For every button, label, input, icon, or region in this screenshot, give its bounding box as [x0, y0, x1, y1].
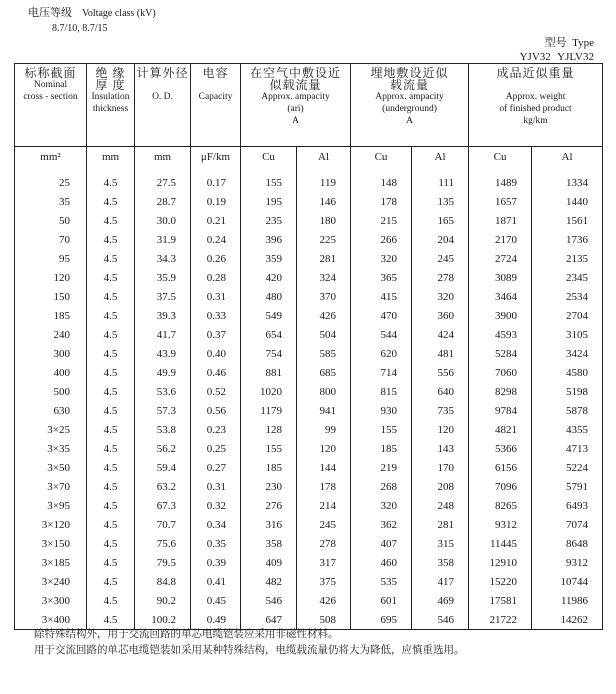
cell-air-al: 426: [297, 306, 351, 325]
cell-capacity: 0.23: [191, 420, 241, 439]
cell-air-al: 119: [297, 167, 351, 192]
cell-capacity: 0.26: [191, 249, 241, 268]
cell-air-cu: 654: [241, 325, 297, 344]
cell-capacity: 0.28: [191, 268, 241, 287]
table-row: [15, 287, 603, 306]
cell-air-al: 99: [297, 420, 351, 439]
unit-capacity: μF/km: [191, 147, 241, 168]
cell-capacity: 0.41: [191, 572, 241, 591]
cell-air-cu: 1179: [241, 401, 297, 420]
table-row: [15, 401, 603, 420]
table-row: [15, 458, 603, 477]
cell-weight-al: 4713: [532, 439, 603, 458]
weight-cu: Cu: [469, 147, 532, 168]
table-body: [15, 167, 603, 630]
cell-ground-cu: 470: [351, 306, 412, 325]
cell-od: 100.2: [135, 610, 191, 630]
cell-air-al: 180: [297, 211, 351, 230]
cell-weight-al: 5198: [532, 382, 603, 401]
cell-section: 3×70: [15, 477, 87, 496]
cell-ground-al: 170: [412, 458, 469, 477]
type-cn: 型号: [544, 37, 567, 49]
col-weight: 成品近似重量 Approx. weight of finished product kg/km: [469, 64, 603, 147]
cell-thickness: 4.5: [87, 325, 135, 344]
cell-capacity: 0.33: [191, 306, 241, 325]
cell-od: 84.8: [135, 572, 191, 591]
table-row: [15, 325, 603, 344]
cell-air-cu: 754: [241, 344, 297, 363]
cell-section: 3×150: [15, 534, 87, 553]
cell-thickness: 4.5: [87, 287, 135, 306]
cell-ground-al: 165: [412, 211, 469, 230]
cell-weight-al: 2704: [532, 306, 603, 325]
cell-air-cu: 420: [241, 268, 297, 287]
cell-ground-al: 424: [412, 325, 469, 344]
cell-thickness: 4.5: [87, 610, 135, 630]
cell-section: 300: [15, 344, 87, 363]
cell-weight-cu: 17581: [469, 591, 532, 610]
cell-air-cu: 155: [241, 167, 297, 192]
cell-section: 3×240: [15, 572, 87, 591]
table-header-row: [15, 64, 603, 147]
cell-section: 3×50: [15, 458, 87, 477]
cell-ground-al: 135: [412, 192, 469, 211]
cell-weight-cu: 3464: [469, 287, 532, 306]
table-row: [15, 306, 603, 325]
cell-air-cu: 396: [241, 230, 297, 249]
cell-ground-al: 204: [412, 230, 469, 249]
cell-capacity: 0.37: [191, 325, 241, 344]
table-row: [15, 477, 603, 496]
cell-weight-al: 2534: [532, 287, 603, 306]
cell-od: 39.3: [135, 306, 191, 325]
table-row: [15, 534, 603, 553]
cell-thickness: 4.5: [87, 167, 135, 192]
cell-weight-cu: 3089: [469, 268, 532, 287]
cell-ground-cu: 185: [351, 439, 412, 458]
voltage-class-cn: 电压等级: [28, 7, 72, 19]
cell-air-cu: 316: [241, 515, 297, 534]
cell-air-cu: 1020: [241, 382, 297, 401]
cell-ground-cu: 365: [351, 268, 412, 287]
cell-ground-cu: 266: [351, 230, 412, 249]
cell-thickness: 4.5: [87, 211, 135, 230]
cell-air-al: 317: [297, 553, 351, 572]
cell-air-cu: 276: [241, 496, 297, 515]
table-row: [15, 268, 603, 287]
cell-air-al: 426: [297, 591, 351, 610]
cell-capacity: 0.56: [191, 401, 241, 420]
cell-air-al: 375: [297, 572, 351, 591]
footnotes: [34, 627, 465, 659]
cell-weight-cu: 5366: [469, 439, 532, 458]
cell-air-al: 585: [297, 344, 351, 363]
type-en: Type: [572, 37, 594, 49]
cell-air-cu: 230: [241, 477, 297, 496]
cell-air-cu: 881: [241, 363, 297, 382]
cell-weight-al: 5791: [532, 477, 603, 496]
cell-air-al: 144: [297, 458, 351, 477]
cell-air-cu: 195: [241, 192, 297, 211]
table-row: [15, 344, 603, 363]
cell-air-al: 278: [297, 534, 351, 553]
air-al: Al: [297, 147, 351, 168]
cell-thickness: 4.5: [87, 420, 135, 439]
cell-capacity: 0.21: [191, 211, 241, 230]
cell-weight-al: 8648: [532, 534, 603, 553]
cell-section: 3×95: [15, 496, 87, 515]
cell-capacity: 0.40: [191, 344, 241, 363]
cell-od: 67.3: [135, 496, 191, 515]
cell-ground-cu: 178: [351, 192, 412, 211]
cell-ground-cu: 320: [351, 496, 412, 515]
cell-capacity: 0.52: [191, 382, 241, 401]
cell-ground-al: 735: [412, 401, 469, 420]
ground-al: Al: [412, 147, 469, 168]
table-row: [15, 553, 603, 572]
cell-weight-cu: 9784: [469, 401, 532, 420]
cell-ground-al: 278: [412, 268, 469, 287]
table-row: [15, 515, 603, 534]
cell-od: 75.6: [135, 534, 191, 553]
cell-ground-al: 417: [412, 572, 469, 591]
type-models: YJV32 YJLV32: [519, 51, 594, 63]
cell-ground-cu: 320: [351, 249, 412, 268]
ground-cu: Cu: [351, 147, 412, 168]
cell-weight-cu: 7060: [469, 363, 532, 382]
cell-air-al: 281: [297, 249, 351, 268]
table-row: [15, 439, 603, 458]
cell-weight-al: 2345: [532, 268, 603, 287]
cell-thickness: 4.5: [87, 496, 135, 515]
cell-weight-al: 7074: [532, 515, 603, 534]
cell-weight-al: 4580: [532, 363, 603, 382]
col-section: 标称截面 Nominal cross - section: [15, 64, 87, 147]
cell-capacity: 0.31: [191, 287, 241, 306]
cell-thickness: 4.5: [87, 439, 135, 458]
cell-ground-cu: 620: [351, 344, 412, 363]
cell-ground-cu: 601: [351, 591, 412, 610]
table-row: [15, 249, 603, 268]
cell-capacity: 0.35: [191, 534, 241, 553]
cell-capacity: 0.34: [191, 515, 241, 534]
table-unit-row: [15, 147, 603, 168]
cell-air-cu: 185: [241, 458, 297, 477]
cell-weight-cu: 1871: [469, 211, 532, 230]
cell-weight-cu: 2170: [469, 230, 532, 249]
table-row: [15, 382, 603, 401]
cell-ground-al: 248: [412, 496, 469, 515]
cell-air-al: 508: [297, 610, 351, 630]
cell-air-al: 800: [297, 382, 351, 401]
cell-weight-cu: 15220: [469, 572, 532, 591]
cell-od: 57.3: [135, 401, 191, 420]
cell-ground-cu: 815: [351, 382, 412, 401]
cell-thickness: 4.5: [87, 591, 135, 610]
cell-weight-al: 10744: [532, 572, 603, 591]
cell-section: 150: [15, 287, 87, 306]
cell-air-cu: 647: [241, 610, 297, 630]
cell-weight-al: 3105: [532, 325, 603, 344]
cell-ground-al: 320: [412, 287, 469, 306]
footnote: 除特殊结构外，用于交流回路的单芯电缆铠装应采用非磁性材料。: [34, 629, 339, 640]
cell-air-al: 685: [297, 363, 351, 382]
voltage-class-values: 8.7/10, 8.7/15: [52, 23, 108, 34]
cell-ground-cu: 407: [351, 534, 412, 553]
cell-od: 49.9: [135, 363, 191, 382]
cell-air-cu: 155: [241, 439, 297, 458]
table-row: [15, 167, 603, 192]
cell-air-al: 941: [297, 401, 351, 420]
cell-air-al: 120: [297, 439, 351, 458]
cell-capacity: 0.19: [191, 192, 241, 211]
cell-weight-cu: 1657: [469, 192, 532, 211]
cell-weight-cu: 21722: [469, 610, 532, 630]
cell-air-cu: 359: [241, 249, 297, 268]
cell-air-al: 324: [297, 268, 351, 287]
cell-thickness: 4.5: [87, 477, 135, 496]
cell-ground-al: 315: [412, 534, 469, 553]
cell-ground-cu: 460: [351, 553, 412, 572]
cell-weight-al: 6493: [532, 496, 603, 515]
cell-ground-cu: 535: [351, 572, 412, 591]
col-thickness: 绝 缘 厚 度 Insulation thickness: [87, 64, 135, 147]
cell-weight-cu: 6156: [469, 458, 532, 477]
cell-od: 53.6: [135, 382, 191, 401]
cell-section: 185: [15, 306, 87, 325]
cell-weight-al: 5878: [532, 401, 603, 420]
cell-capacity: 0.25: [191, 439, 241, 458]
cell-ground-cu: 930: [351, 401, 412, 420]
cell-ground-cu: 362: [351, 515, 412, 534]
cell-ground-al: 481: [412, 344, 469, 363]
cell-air-cu: 546: [241, 591, 297, 610]
cell-section: 3×120: [15, 515, 87, 534]
cell-thickness: 4.5: [87, 306, 135, 325]
cell-od: 63.2: [135, 477, 191, 496]
cell-weight-cu: 4821: [469, 420, 532, 439]
cell-od: 56.2: [135, 439, 191, 458]
cell-weight-al: 1334: [532, 167, 603, 192]
unit-thickness: mm: [87, 147, 135, 168]
cell-air-al: 225: [297, 230, 351, 249]
cell-od: 59.4: [135, 458, 191, 477]
col-ampacity-ground: 埋地敷设近似载流量 Approx. ampacity (underground) A: [351, 64, 469, 147]
cell-capacity: 0.39: [191, 553, 241, 572]
type-header: [520, 36, 594, 64]
unit-section: mm²: [15, 147, 87, 168]
cell-air-al: 504: [297, 325, 351, 344]
table-row: [15, 572, 603, 591]
cell-weight-al: 5224: [532, 458, 603, 477]
cell-section: 400: [15, 363, 87, 382]
cell-ground-al: 143: [412, 439, 469, 458]
cell-air-al: 245: [297, 515, 351, 534]
cell-section: 25: [15, 167, 87, 192]
col-od: 计算外径 O. D.: [135, 64, 191, 147]
cell-ground-al: 556: [412, 363, 469, 382]
table-row: [15, 496, 603, 515]
cell-ground-al: 111: [412, 167, 469, 192]
voltage-class-header: [28, 6, 156, 36]
col-capacity: 电容 Capacity: [191, 64, 241, 147]
cell-section: 50: [15, 211, 87, 230]
cell-od: 43.9: [135, 344, 191, 363]
cell-ground-al: 245: [412, 249, 469, 268]
cell-od: 90.2: [135, 591, 191, 610]
cell-section: 35: [15, 192, 87, 211]
table-row: [15, 211, 603, 230]
cell-weight-al: 1561: [532, 211, 603, 230]
cell-weight-cu: 9312: [469, 515, 532, 534]
cell-air-cu: 482: [241, 572, 297, 591]
cell-ground-cu: 148: [351, 167, 412, 192]
cell-thickness: 4.5: [87, 515, 135, 534]
cell-od: 79.5: [135, 553, 191, 572]
table-row: [15, 230, 603, 249]
cell-od: 53.8: [135, 420, 191, 439]
cell-od: 37.5: [135, 287, 191, 306]
cell-thickness: 4.5: [87, 363, 135, 382]
col-ampacity-air: 在空气中敷设近似载流量 Approx. ampacity (ari) A: [241, 64, 351, 147]
cell-thickness: 4.5: [87, 249, 135, 268]
cell-od: 27.5: [135, 167, 191, 192]
cell-weight-al: 9312: [532, 553, 603, 572]
cell-od: 34.3: [135, 249, 191, 268]
cell-thickness: 4.5: [87, 553, 135, 572]
table-row: [15, 192, 603, 211]
cell-ground-al: 546: [412, 610, 469, 630]
cell-capacity: 0.46: [191, 363, 241, 382]
cell-section: 70: [15, 230, 87, 249]
cell-weight-al: 2135: [532, 249, 603, 268]
cell-capacity: 0.27: [191, 458, 241, 477]
cell-air-cu: 358: [241, 534, 297, 553]
cell-ground-al: 469: [412, 591, 469, 610]
cell-thickness: 4.5: [87, 458, 135, 477]
cell-weight-cu: 8265: [469, 496, 532, 515]
cable-spec-table: [14, 63, 603, 630]
cell-section: 120: [15, 268, 87, 287]
cell-section: 3×185: [15, 553, 87, 572]
cell-section: 500: [15, 382, 87, 401]
cell-weight-cu: 1489: [469, 167, 532, 192]
table-row: [15, 420, 603, 439]
cell-air-cu: 235: [241, 211, 297, 230]
cell-thickness: 4.5: [87, 401, 135, 420]
cell-air-al: 178: [297, 477, 351, 496]
cell-section: 3×400: [15, 610, 87, 630]
cell-weight-al: 3424: [532, 344, 603, 363]
cell-ground-al: 358: [412, 553, 469, 572]
cell-ground-cu: 415: [351, 287, 412, 306]
cell-air-al: 370: [297, 287, 351, 306]
cell-capacity: 0.24: [191, 230, 241, 249]
cell-section: 630: [15, 401, 87, 420]
cell-thickness: 4.5: [87, 534, 135, 553]
cell-ground-al: 360: [412, 306, 469, 325]
table-row: [15, 363, 603, 382]
cell-ground-al: 281: [412, 515, 469, 534]
voltage-class-en: Voltage class (kV): [82, 8, 156, 19]
cell-ground-cu: 219: [351, 458, 412, 477]
cell-capacity: 0.31: [191, 477, 241, 496]
cell-weight-al: 11986: [532, 591, 603, 610]
cell-thickness: 4.5: [87, 230, 135, 249]
cell-ground-cu: 714: [351, 363, 412, 382]
cell-od: 31.9: [135, 230, 191, 249]
cell-od: 35.9: [135, 268, 191, 287]
cell-air-cu: 128: [241, 420, 297, 439]
cell-weight-cu: 8298: [469, 382, 532, 401]
cell-weight-cu: 5284: [469, 344, 532, 363]
cell-weight-cu: 7096: [469, 477, 532, 496]
cell-air-al: 146: [297, 192, 351, 211]
cell-section: 95: [15, 249, 87, 268]
air-cu: Cu: [241, 147, 297, 168]
cell-air-cu: 549: [241, 306, 297, 325]
cell-od: 28.7: [135, 192, 191, 211]
cell-weight-al: 1736: [532, 230, 603, 249]
cell-weight-cu: 3900: [469, 306, 532, 325]
unit-od: mm: [135, 147, 191, 168]
cell-capacity: 0.49: [191, 610, 241, 630]
cell-thickness: 4.5: [87, 268, 135, 287]
cell-ground-al: 640: [412, 382, 469, 401]
cell-capacity: 0.45: [191, 591, 241, 610]
cell-air-al: 214: [297, 496, 351, 515]
cell-air-cu: 480: [241, 287, 297, 306]
footnote: 用于交流回路的单芯电缆铠装如采用某种特殊结构，电缆载流量仍将大为降低，应慎重选用。: [34, 645, 465, 656]
cell-capacity: 0.32: [191, 496, 241, 515]
cell-air-cu: 409: [241, 553, 297, 572]
table-row: [15, 591, 603, 610]
cell-thickness: 4.5: [87, 572, 135, 591]
cell-ground-cu: 695: [351, 610, 412, 630]
weight-al: Al: [532, 147, 603, 168]
cell-capacity: 0.17: [191, 167, 241, 192]
cell-weight-al: 1440: [532, 192, 603, 211]
cell-weight-cu: 11445: [469, 534, 532, 553]
cell-ground-cu: 155: [351, 420, 412, 439]
cell-ground-al: 120: [412, 420, 469, 439]
cell-section: 240: [15, 325, 87, 344]
cell-weight-cu: 2724: [469, 249, 532, 268]
cell-section: 3×300: [15, 591, 87, 610]
cell-ground-cu: 215: [351, 211, 412, 230]
cell-od: 70.7: [135, 515, 191, 534]
cell-weight-cu: 12910: [469, 553, 532, 572]
cell-ground-cu: 544: [351, 325, 412, 344]
cell-thickness: 4.5: [87, 344, 135, 363]
cell-od: 30.0: [135, 211, 191, 230]
cell-od: 41.7: [135, 325, 191, 344]
cell-section: 3×35: [15, 439, 87, 458]
cell-section: 3×25: [15, 420, 87, 439]
cell-thickness: 4.5: [87, 192, 135, 211]
cell-weight-al: 4355: [532, 420, 603, 439]
cell-weight-al: 14262: [532, 610, 603, 630]
cell-weight-cu: 4593: [469, 325, 532, 344]
cell-ground-cu: 268: [351, 477, 412, 496]
cell-ground-al: 208: [412, 477, 469, 496]
cell-thickness: 4.5: [87, 382, 135, 401]
